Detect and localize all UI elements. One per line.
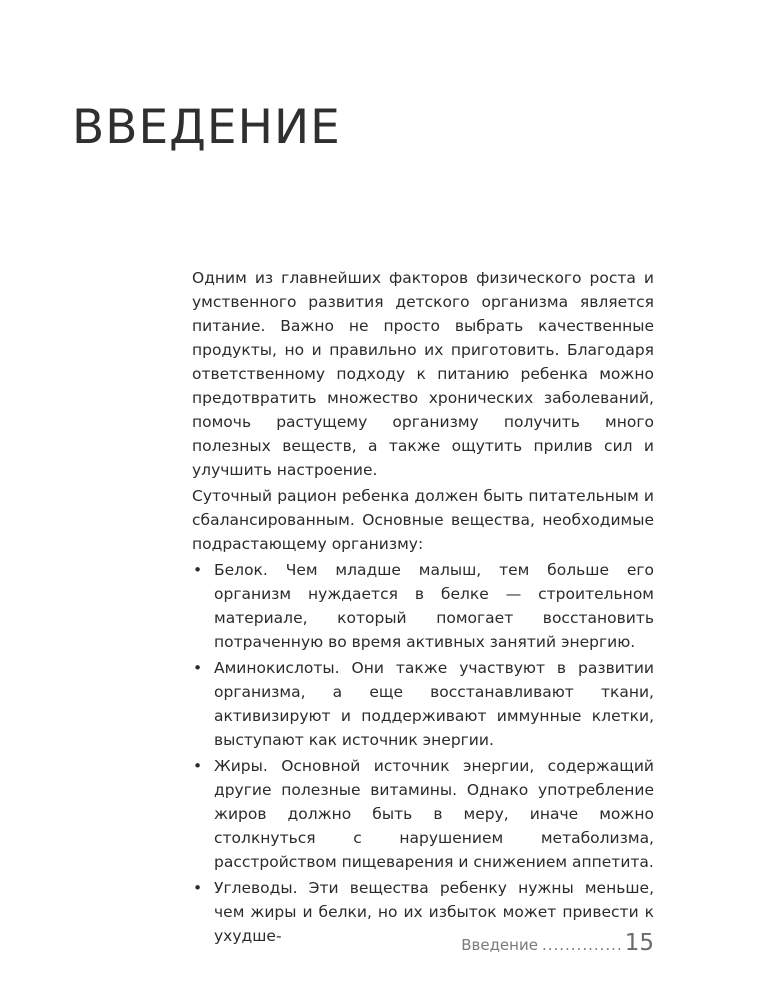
paragraph-diet: Суточный рацион ребенка должен быть питательным и сбалансированным. Основные вещества, необходимые подрастающему организму: — [192, 487, 654, 553]
list-item-amino-acids — [192, 656, 654, 752]
list-item-protein — [192, 558, 654, 654]
nutrient-list — [192, 558, 654, 948]
leader-dots: .............. — [541, 936, 623, 954]
running-footer-label: Введение — [461, 936, 538, 954]
page-footer — [461, 930, 654, 956]
bullet-icon: • — [193, 659, 203, 677]
paragraph-intro: Одним из главнейших факторов физического роста и умственного развития детского организма является питание. Важно не просто выбрать качественные продукты, но и правильно их приготовить. Благодаря ответственному подходу к питанию ребенка можно предотвратить множество хронических заболеваний, помочь растущему организму получить много полезных веществ, а также ощутить прилив сил и улучшить настроение. — [192, 269, 654, 479]
list-item-text: Аминокислоты. Они также участвуют в развитии организма, а еще восстанавливают ткани, активизируют и поддерживают иммунные клетки, выступают как источник энергии. — [214, 659, 654, 749]
bullet-icon: • — [193, 757, 203, 775]
list-item-text: Белок. Чем младше малыш, тем больше его организм нуждается в белке — строительном материале, который помогает восстановить потраченную во время активных занятий энергию. — [214, 561, 654, 651]
bullet-icon: • — [193, 879, 203, 897]
body-text — [192, 266, 654, 950]
bullet-icon: • — [193, 561, 203, 579]
chapter-title: ВВЕДЕНИЕ — [72, 100, 341, 155]
list-item-text: Углеводы. Эти вещества ребенку нужны меньше, чем жиры и белки, но их избыток может привести к ухудше- — [214, 879, 654, 945]
list-item-fats — [192, 754, 654, 874]
page-number: 15 — [624, 930, 654, 956]
list-item-text: Жиры. Основной источник энергии, содержащий другие полезные витамины. Однако употребление жиров должно быть в меру, иначе можно столкнуться с нарушением метаболизма, расстройством пищеварения и снижением аппетита. — [214, 757, 654, 871]
